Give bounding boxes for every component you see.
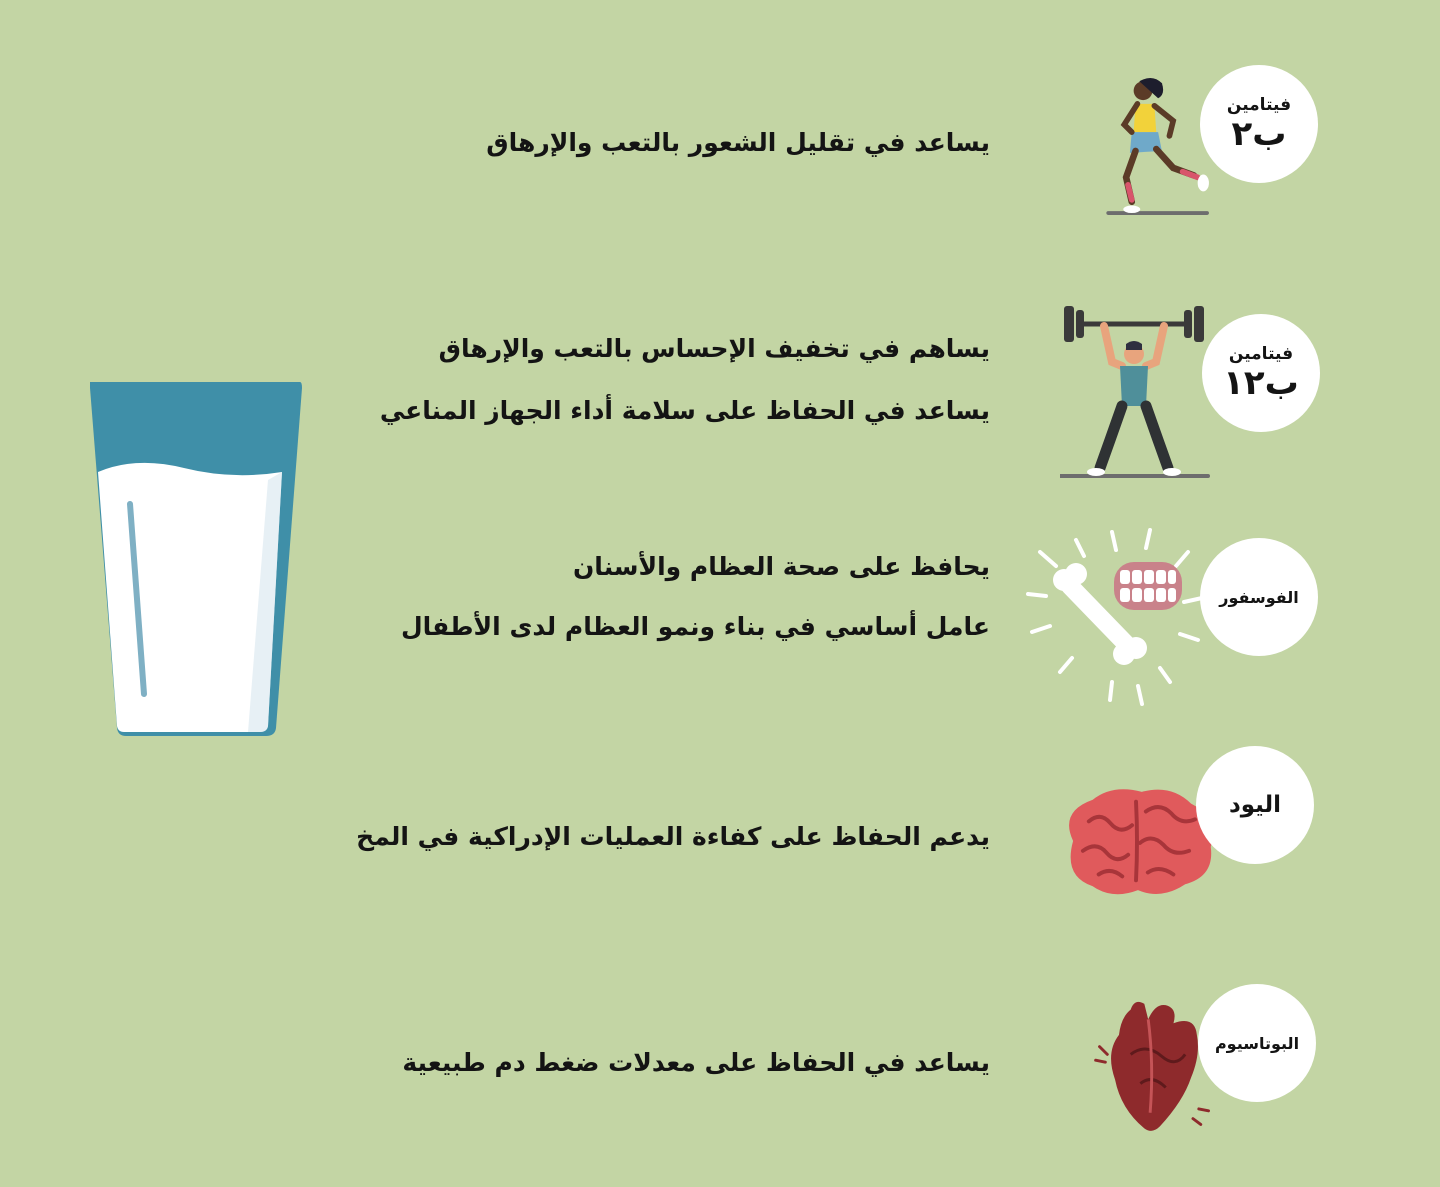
badge-label: البوتاسيوم (1214, 1033, 1300, 1053)
badge-label: الفوسفور (1219, 587, 1299, 607)
item-row-potassium (0, 980, 1440, 1180)
item-row-phosphorus (0, 520, 1440, 710)
nutrient-badge (1202, 314, 1320, 432)
item-text: يساهم في تخفيف الإحساس بالتعب والإرهاق (438, 334, 990, 363)
runner-icon (1100, 70, 1220, 230)
badge-label: اليود (1228, 792, 1282, 818)
badge-label: فيتامين (1228, 343, 1294, 364)
item-text: يحافظ على صحة العظام والأسنان (572, 552, 990, 581)
item-text: يساعد في تقليل الشعور بالتعب والإرهاق (486, 128, 990, 157)
item-row-vitamin-b12 (0, 290, 1440, 490)
badge-value: ب١٢ (1223, 362, 1299, 403)
nutrient-badge (1196, 746, 1314, 864)
bone-teeth-icon (1020, 522, 1220, 712)
heart-icon (1090, 996, 1220, 1142)
nutrient-badge (1200, 538, 1318, 656)
item-text: عامل أساسي في بناء ونمو العظام لدى الأطفال (400, 612, 990, 641)
item-text: يساعد في الحفاظ على معدلات ضغط دم طبيعية (402, 1048, 990, 1077)
nutrient-badge (1200, 65, 1318, 183)
item-row-vitamin-b2 (0, 60, 1440, 240)
badge-label: فيتامين (1226, 94, 1292, 115)
item-text: يساعد في الحفاظ على سلامة أداء الجهاز المناعي (379, 396, 990, 425)
item-row-iodine (0, 740, 1440, 920)
nutrient-badge (1198, 984, 1316, 1102)
badge-value: ب٢ (1231, 113, 1287, 154)
item-text: يدعم الحفاظ على كفاءة العمليات الإدراكية في المخ (356, 822, 990, 851)
weightlifter-icon (1060, 300, 1210, 480)
